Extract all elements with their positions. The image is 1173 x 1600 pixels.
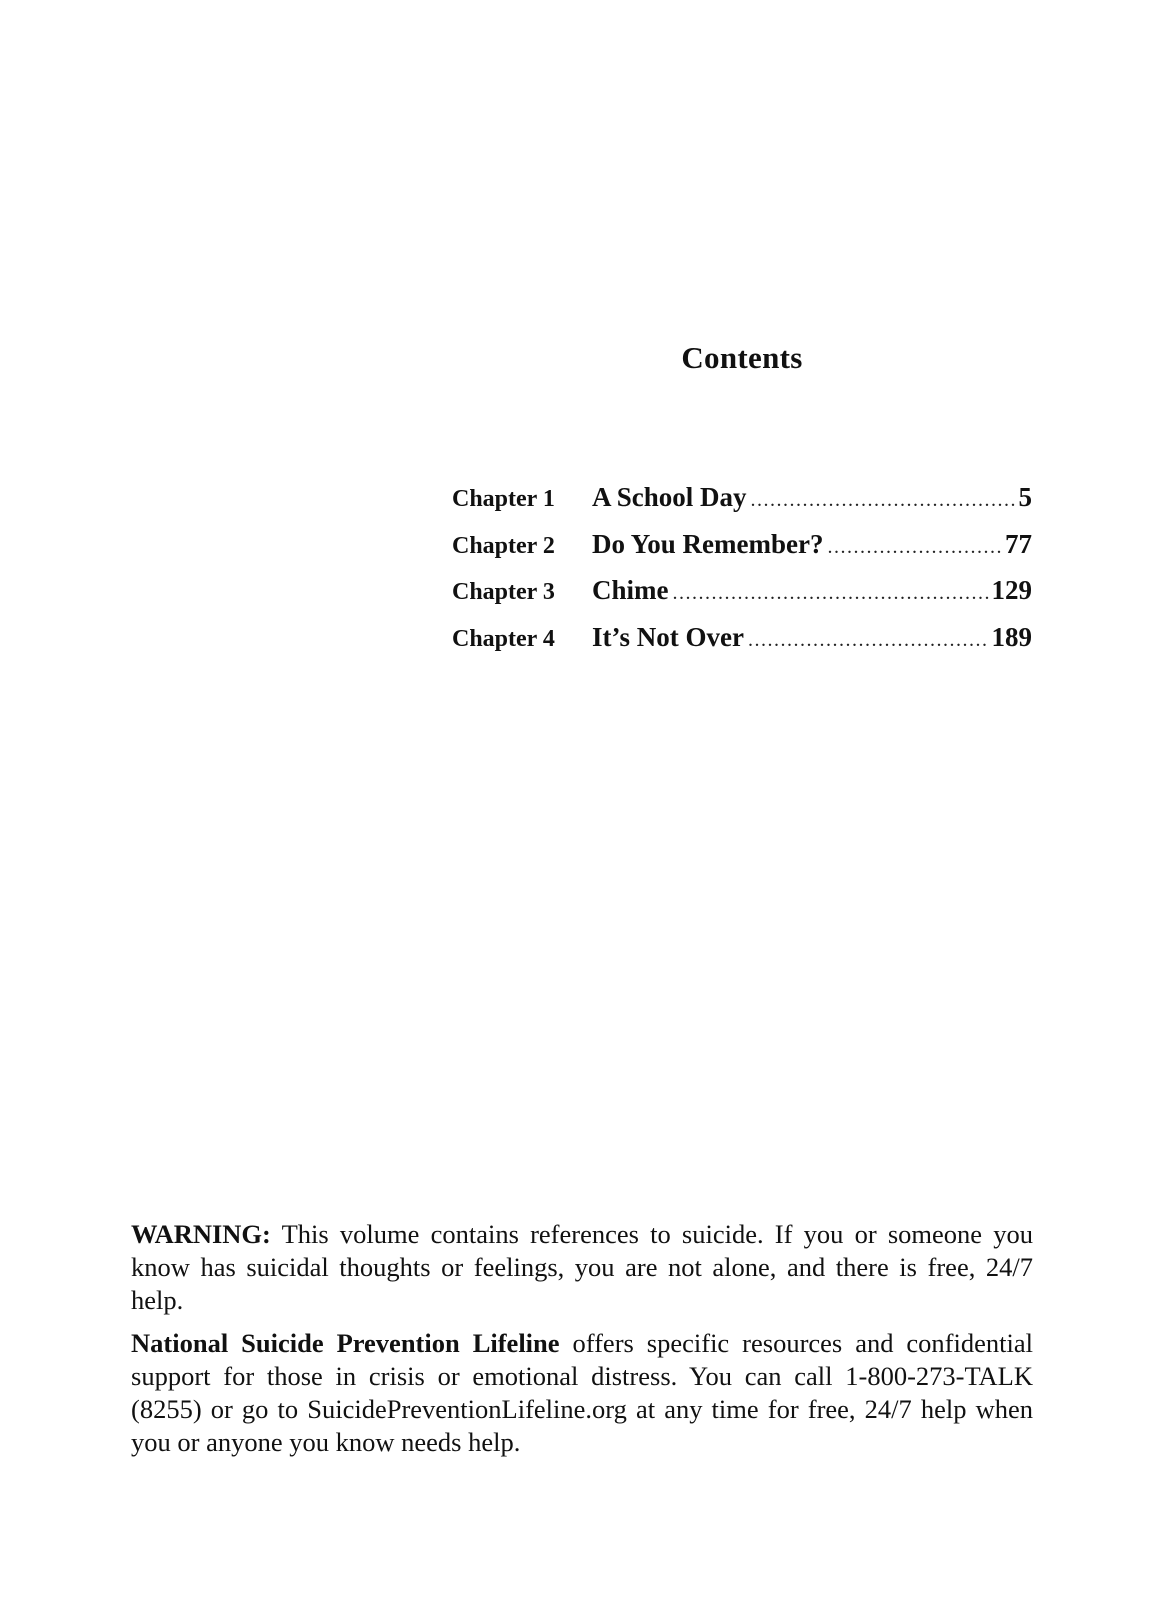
toc-entry-chapter-3[interactable]: [452, 575, 1032, 622]
toc-dot-leader: [748, 629, 989, 652]
toc-dot-leader: [827, 536, 1002, 559]
toc-chapter-title: Do You Remember?: [592, 528, 824, 559]
contents-title: Contents: [681, 340, 803, 375]
toc-entry-chapter-2[interactable]: [452, 529, 1032, 576]
toc-page-number: 189: [991, 621, 1032, 652]
toc-dot-leader: [751, 489, 1016, 512]
toc-chapter-label: Chapter 2: [452, 532, 555, 559]
warning-paragraph: [131, 1218, 1033, 1317]
warning-label: WARNING:: [131, 1219, 271, 1249]
toc-entry-chapter-4[interactable]: [452, 622, 1032, 669]
toc-page-number: 5: [1018, 482, 1032, 512]
table-of-contents: [452, 482, 1032, 668]
toc-page-number: 129: [991, 575, 1032, 605]
toc-entry-chapter-1[interactable]: [452, 482, 1032, 529]
toc-chapter-label: Chapter 4: [452, 625, 555, 652]
lifeline-paragraph: [131, 1327, 1033, 1459]
toc-chapter-title: A School Day: [592, 482, 747, 512]
toc-dot-leader: [673, 582, 989, 605]
toc-chapter-title: Chime: [592, 575, 669, 605]
toc-chapter-label: Chapter 3: [452, 579, 555, 605]
warning-text: This volume contains references to suicide. If you or someone you know has suicidal thoughts or feelings, you are not alone, and there is free, 24/7 help.: [131, 1219, 1033, 1315]
toc-chapter-label: Chapter 1: [452, 486, 555, 512]
lifeline-name: National Suicide Prevention Lifeline: [131, 1328, 560, 1358]
toc-chapter-title: It’s Not Over: [592, 621, 744, 652]
toc-page-number: 77: [1005, 528, 1032, 559]
content-warning: [131, 1218, 1033, 1469]
lifeline-text: offers specific resources and confidential support for those in crisis or emotional distress. You can call 1-800-273-TALK (8255) or go to SuicidePreventionLifeline.org at any time for free, 24/7 help when you or anyone you know needs help.: [131, 1328, 1033, 1457]
